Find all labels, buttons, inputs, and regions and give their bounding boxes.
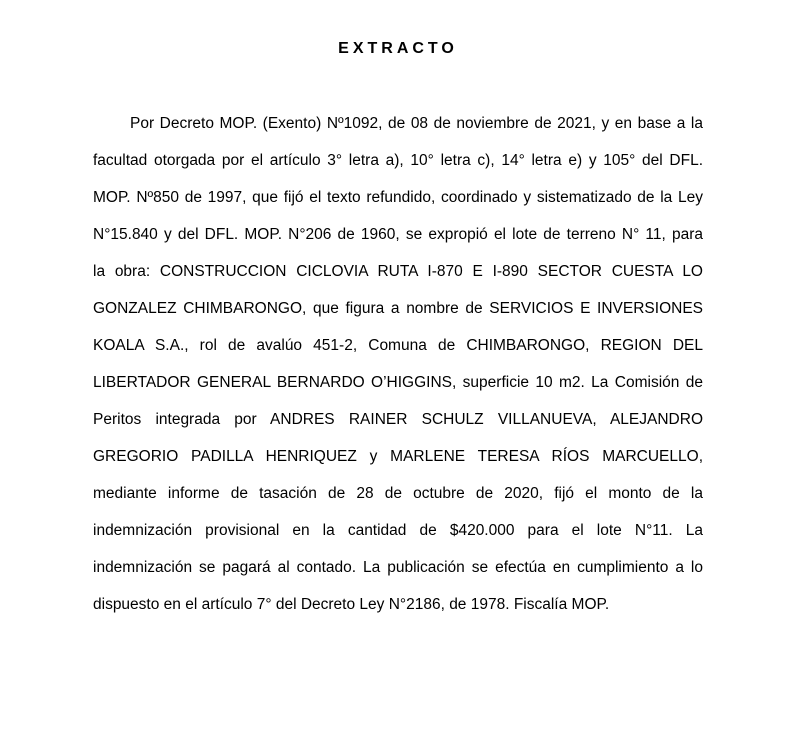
extract-paragraph	[93, 105, 703, 623]
paragraph-line: Por Decreto MOP. (Exento) Nº1092, de 08 de noviembre de 2021, y en base a la	[130, 115, 703, 132]
paragraph-line: Peritos integrada por ANDRES RAINER SCHULZ VILLANUEVA, ALEJANDRO	[93, 411, 703, 428]
paragraph-line: la obra: CONSTRUCCION CICLOVIA RUTA I-870 E I-890 SECTOR CUESTA LO	[93, 263, 703, 280]
paragraph-line: indemnización se pagará al contado. La publicación se efectúa en cumplimiento a lo	[93, 559, 703, 576]
paragraph-line: indemnización provisional en la cantidad de $420.000 para el lote N°11. La	[93, 522, 703, 539]
paragraph-line: N°15.840 y del DFL. MOP. N°206 de 1960, se expropió el lote de terreno N° 11, para	[93, 226, 703, 243]
paragraph-line: GONZALEZ CHIMBARONGO, que figura a nombre de SERVICIOS E INVERSIONES	[93, 300, 703, 317]
paragraph-line: MOP. Nº850 de 1997, que fijó el texto refundido, coordinado y sistematizado de la Ley	[93, 189, 703, 206]
paragraph-line: LIBERTADOR GENERAL BERNARDO O’HIGGINS, superficie 10 m2. La Comisión de	[93, 374, 703, 391]
paragraph-line: mediante informe de tasación de 28 de octubre de 2020, fijó el monto de la	[93, 485, 703, 502]
paragraph-line: KOALA S.A., rol de avalúo 451-2, Comuna de CHIMBARONGO, REGION DEL	[93, 337, 703, 354]
paragraph-line: facultad otorgada por el artículo 3° letra a), 10° letra c), 14° letra e) y 105° del DFL.	[93, 152, 703, 169]
paragraph-line: dispuesto en el artículo 7° del Decreto Ley N°2186, de 1978. Fiscalía MOP.	[93, 596, 610, 613]
document-title: EXTRACTO	[338, 40, 458, 57]
paragraph-line: GREGORIO PADILLA HENRIQUEZ y MARLENE TERESA RÍOS MARCUELLO,	[93, 448, 703, 465]
